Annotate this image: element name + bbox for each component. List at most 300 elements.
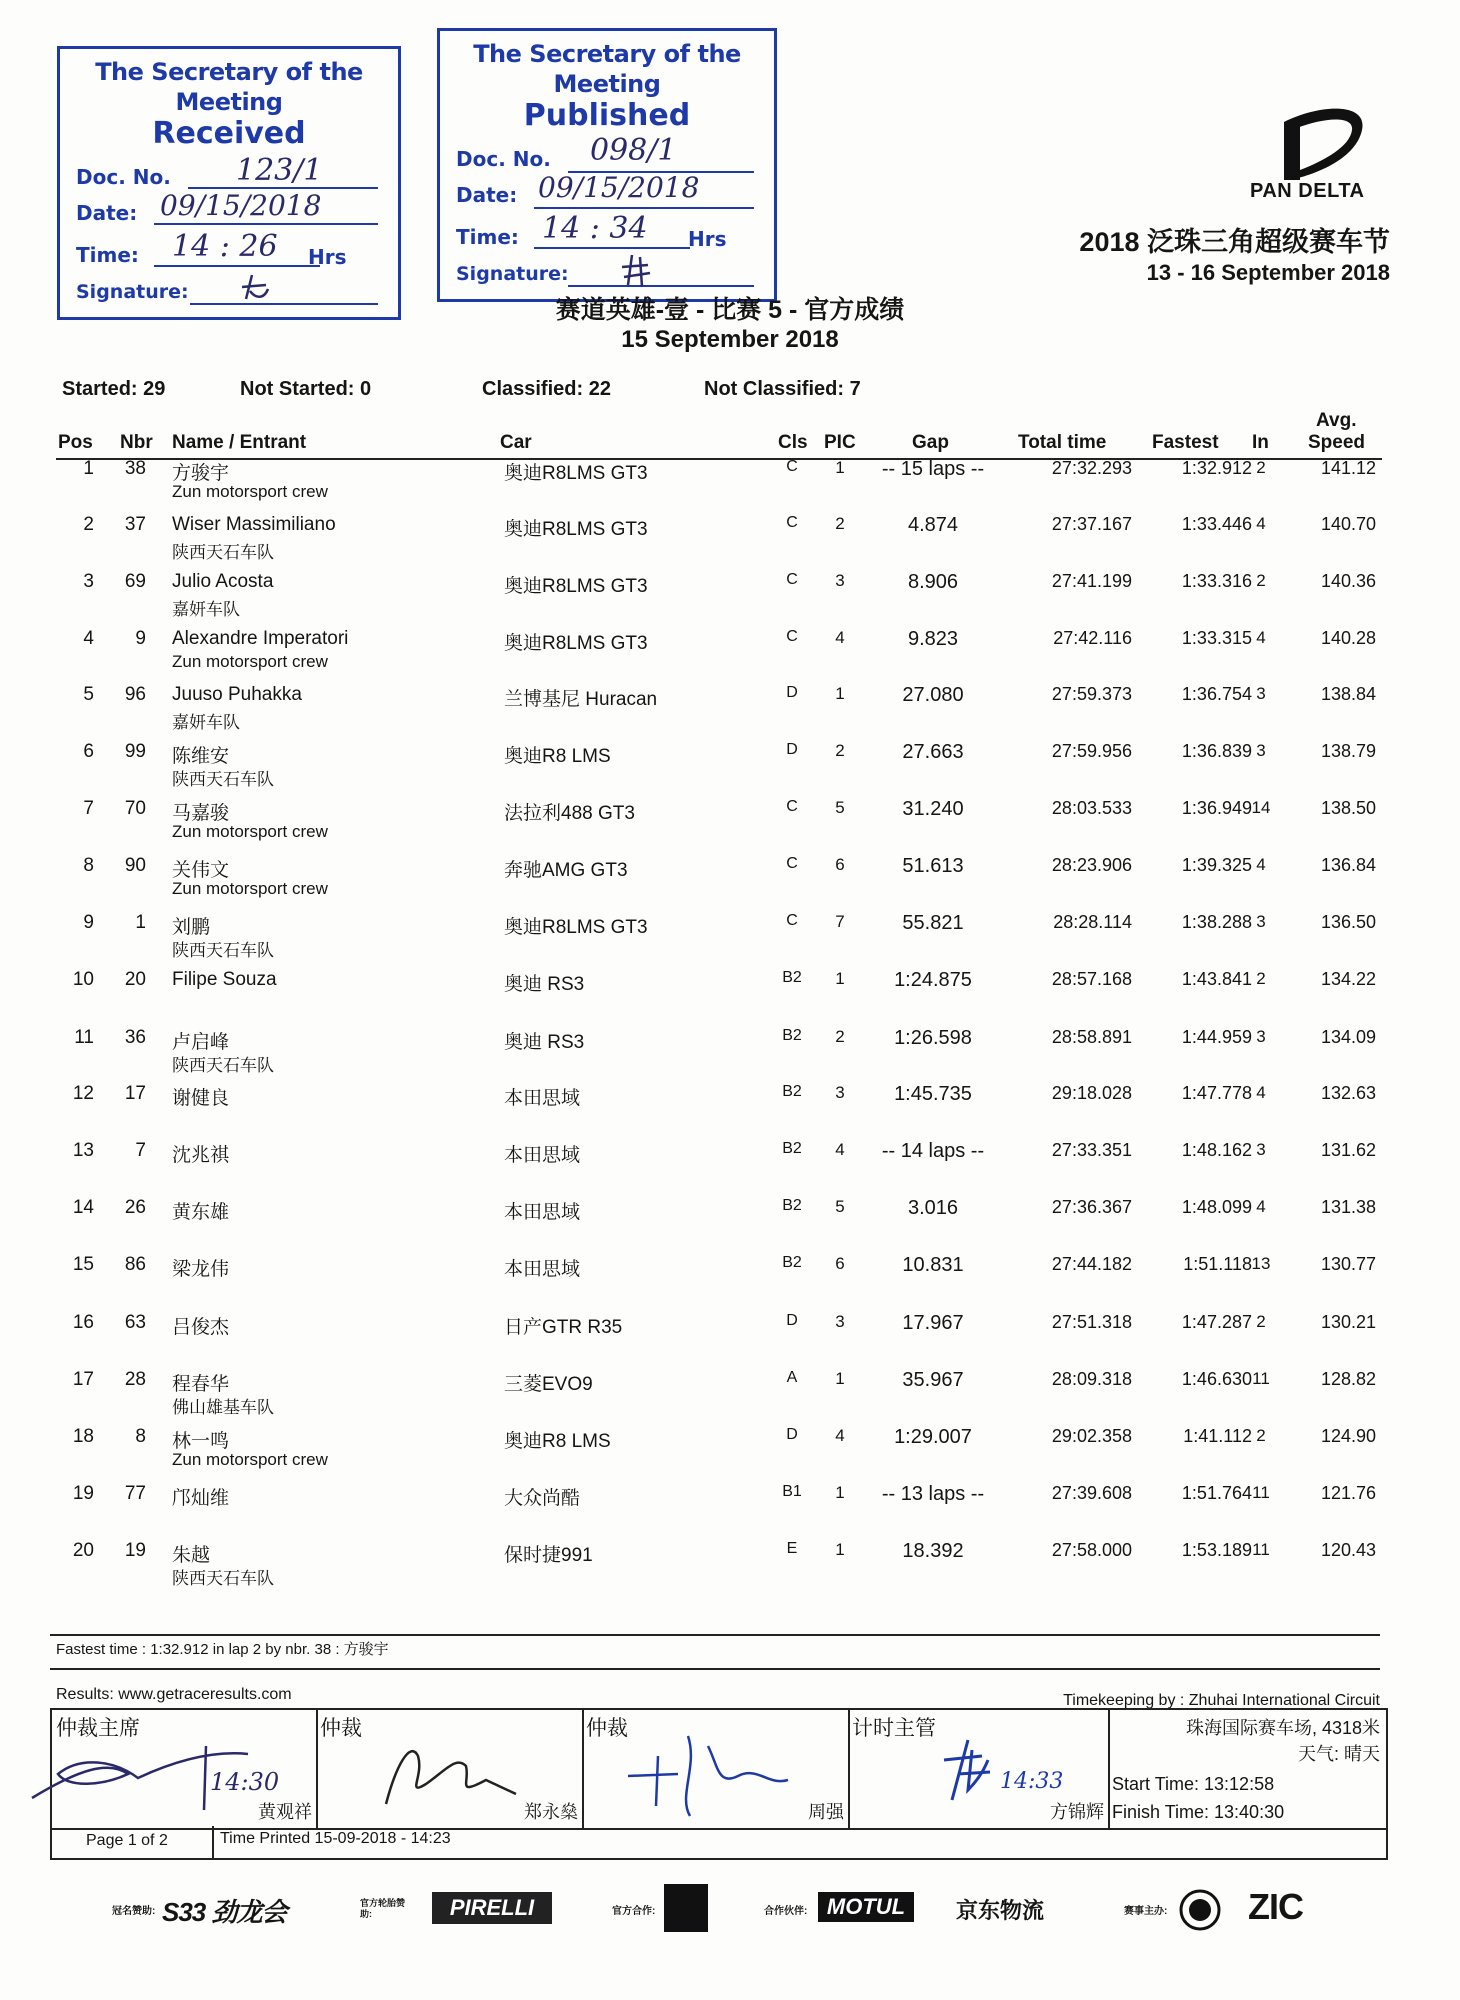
sponsor-label: 合作伙伴: — [764, 1906, 808, 1917]
result-nbr: 96 — [124, 684, 146, 705]
car-model: 大众尚酷 — [504, 1488, 581, 1509]
position-in-class: 2 — [835, 741, 845, 760]
table-row — [0, 1197, 1460, 1254]
gap: 35.967 — [902, 1369, 964, 1391]
fastest-lap: 1:33.315 — [1181, 628, 1252, 648]
driver-name: 陈维安 — [172, 746, 230, 767]
weather: 天气: 晴天 — [1297, 1744, 1380, 1764]
time-label: Time: — [456, 225, 519, 249]
doc-no-value: 123/1 — [236, 153, 323, 188]
gap: 27.080 — [902, 684, 964, 706]
official-title: 仲裁主席 — [56, 1717, 140, 1740]
total-time: 27:33.351 — [1051, 1140, 1132, 1160]
car-model: 奔驰AMG GT3 — [504, 860, 628, 881]
result-pos: 15 — [72, 1254, 94, 1275]
official-title: 计时主管 — [852, 1717, 936, 1740]
result-nbr: 63 — [124, 1312, 146, 1333]
table-row — [0, 1254, 1460, 1311]
table-row — [0, 628, 1460, 685]
driver-name: 卢启峰 — [172, 1032, 230, 1053]
avg-speed: 128.82 — [1320, 1369, 1376, 1389]
doc-no-label: Doc. No. — [76, 165, 171, 189]
gap: 55.821 — [902, 912, 964, 934]
avg-speed: 131.38 — [1320, 1197, 1376, 1217]
class-code: C — [786, 628, 798, 645]
total-time: 27:37.167 — [1051, 514, 1132, 534]
result-nbr: 99 — [124, 741, 146, 762]
avg-speed: 130.77 — [1320, 1254, 1376, 1274]
result-pos: 19 — [72, 1483, 94, 1504]
col-pic: PIC — [824, 432, 856, 453]
total-time: 28:57.168 — [1051, 969, 1132, 989]
class-code: C — [786, 571, 798, 588]
total-time: 27:44.182 — [1051, 1254, 1132, 1274]
race-title: 赛道英雄-壹 - 比赛 5 - 官方成绩 — [555, 296, 905, 324]
table-row — [0, 969, 1460, 1026]
avg-speed: 141.12 — [1320, 458, 1376, 478]
fastest-lap: 1:41.112 — [1183, 1426, 1252, 1446]
doc-no-value: 098/1 — [590, 133, 677, 168]
official-name: 黄观祥 — [258, 1802, 312, 1822]
class-code: D — [786, 684, 798, 701]
fastest-lap-number: 2 — [1256, 1312, 1266, 1331]
driver-name: 林一鸣 — [172, 1431, 230, 1452]
gap: 1:24.875 — [894, 969, 972, 991]
fastest-lap: 1:43.841 — [1181, 969, 1252, 989]
table-row — [0, 798, 1460, 855]
sponsor-label: 冠名赞助: — [112, 1906, 156, 1917]
result-pos: 8 — [83, 855, 94, 876]
car-model: 本田思域 — [504, 1202, 581, 1223]
total-time: 27:42.116 — [1053, 628, 1132, 648]
table-row — [0, 1083, 1460, 1140]
entrant-team: 陕西天石车队 — [172, 941, 274, 960]
result-nbr: 8 — [135, 1426, 146, 1447]
sponsor-label: 官方轮胎赞助: — [360, 1898, 406, 1919]
fastest-lap-number: 3 — [1256, 684, 1266, 703]
position-in-class: 3 — [835, 1083, 845, 1102]
entrant-team: Zun motorsport crew — [172, 879, 328, 898]
result-nbr: 77 — [124, 1483, 146, 1504]
official-2-signature — [366, 1726, 546, 1816]
gap: 1:45.735 — [894, 1083, 972, 1105]
fastest-lap-number: 2 — [1256, 571, 1266, 590]
fastest-lap-number: 4 — [1256, 1197, 1266, 1216]
position-in-class: 1 — [835, 1540, 845, 1559]
car-model: 奥迪R8LMS GT3 — [504, 917, 648, 938]
position-in-class: 1 — [835, 458, 845, 477]
fastest-lap: 1:48.162 — [1181, 1140, 1252, 1160]
col-in: In — [1252, 432, 1269, 453]
total-time: 27:39.608 — [1051, 1483, 1132, 1503]
fastest-lap: 1:46.630 — [1181, 1369, 1252, 1389]
gap: -- 13 laps -- — [881, 1483, 985, 1505]
fastest-lap: 1:36.839 — [1181, 741, 1252, 761]
total-time: 28:03.533 — [1051, 798, 1132, 818]
total-time: 29:02.358 — [1051, 1426, 1132, 1446]
time-label: Time: — [76, 243, 139, 267]
car-model: 奥迪R8LMS GT3 — [504, 519, 648, 540]
result-pos: 4 — [83, 628, 94, 649]
table-row — [0, 684, 1460, 741]
circuit-emblem-icon — [1178, 1888, 1222, 1932]
total-time: 27:51.318 — [1051, 1312, 1132, 1332]
official-cell-2 — [316, 1710, 584, 1828]
official-cell-1 — [52, 1710, 318, 1828]
result-pos: 20 — [72, 1540, 94, 1561]
table-row — [0, 514, 1460, 571]
car-model: 三菱EVO9 — [504, 1374, 593, 1395]
result-nbr: 37 — [124, 514, 146, 535]
class-code: B2 — [782, 1254, 802, 1271]
position-in-class: 6 — [835, 855, 845, 874]
entrant-team: Zun motorsport crew — [172, 1450, 328, 1469]
col-gap: Gap — [912, 432, 949, 453]
result-nbr: 9 — [135, 628, 146, 649]
result-nbr: 17 — [124, 1083, 146, 1104]
page-number: Page 1 of 2 — [86, 1832, 168, 1849]
driver-name: 沈兆祺 — [172, 1145, 230, 1166]
position-in-class: 4 — [835, 628, 845, 647]
car-model: 奥迪 RS3 — [504, 974, 585, 995]
class-code: D — [786, 1426, 798, 1443]
started-count: Started: 29 — [62, 378, 166, 400]
stamp-status: Published — [523, 98, 691, 133]
position-in-class: 6 — [835, 1254, 845, 1273]
avg-speed: 132.63 — [1320, 1083, 1376, 1103]
car-model: 奥迪R8LMS GT3 — [504, 576, 648, 597]
driver-name: 谢健良 — [172, 1088, 230, 1109]
entrant-team: 陕西天石车队 — [172, 1056, 274, 1075]
total-time: 27:59.956 — [1051, 741, 1132, 761]
position-in-class: 1 — [835, 1369, 845, 1388]
gap: 4.874 — [907, 514, 959, 536]
avg-speed: 140.28 — [1320, 628, 1376, 648]
results-url: Results: www.getraceresults.com — [56, 1686, 292, 1703]
sponsor-s33-logo: S33 劲龙会 — [162, 1897, 287, 1927]
avg-speed: 136.50 — [1320, 912, 1376, 932]
driver-name: Alexandre Imperatori — [172, 628, 349, 649]
car-model: 本田思域 — [504, 1088, 581, 1109]
class-code: C — [786, 798, 798, 815]
position-in-class: 3 — [835, 1312, 845, 1331]
class-code: A — [786, 1369, 798, 1386]
table-row — [0, 1540, 1460, 1597]
result-nbr: 26 — [124, 1197, 146, 1218]
fastest-lap-number: 14 — [1251, 798, 1271, 817]
entrant-team: Zun motorsport crew — [172, 822, 328, 841]
class-code: C — [786, 514, 798, 531]
event-title: 2018 泛珠三角超级赛车节 — [1079, 227, 1390, 257]
table-row — [0, 741, 1460, 798]
date-value: 09/15/2018 — [160, 189, 322, 222]
total-time: 27:32.293 — [1051, 458, 1132, 478]
signature-label: Signature: — [76, 281, 189, 303]
col-cls: Cls — [778, 432, 808, 453]
fastest-lap: 1:53.189 — [1181, 1540, 1252, 1560]
result-nbr: 7 — [135, 1140, 146, 1161]
position-in-class: 2 — [835, 1027, 845, 1046]
result-pos: 9 — [83, 912, 94, 933]
car-model: 奥迪R8 LMS — [504, 1431, 611, 1452]
col-speed: Speed — [1308, 432, 1366, 453]
hrs-label: Hrs — [308, 245, 347, 269]
position-in-class: 1 — [835, 969, 845, 988]
fastest-lap-number: 11 — [1252, 1369, 1270, 1388]
not-started-count: Not Started: 0 — [240, 378, 372, 400]
avg-speed: 136.84 — [1320, 855, 1376, 875]
time-value: 14 : 34 — [542, 211, 648, 246]
avg-speed: 124.90 — [1320, 1426, 1376, 1446]
sponsor-pirelli-logo: PIRELLI — [432, 1892, 552, 1924]
driver-name: 黄东雄 — [172, 1202, 230, 1223]
col-name: Name / Entrant — [172, 432, 307, 453]
fastest-lap: 1:36.949 — [1181, 798, 1252, 818]
entrant-team: 嘉妍车队 — [172, 600, 240, 619]
total-time: 27:58.000 — [1051, 1540, 1132, 1560]
time-printed: Time Printed 15-09-2018 - 14:23 — [220, 1830, 451, 1847]
driver-name: 马嘉骏 — [172, 803, 230, 824]
official-4-signed-time: 14:33 — [1000, 1769, 1064, 1794]
result-nbr: 28 — [124, 1369, 146, 1390]
fastest-lap: 1:44.959 — [1181, 1027, 1252, 1047]
class-code: C — [786, 855, 798, 872]
entrant-team: Zun motorsport crew — [172, 482, 328, 501]
avg-speed: 131.62 — [1320, 1140, 1376, 1160]
official-title: 仲裁 — [320, 1717, 362, 1740]
result-pos: 10 — [72, 969, 94, 990]
col-avg: Avg. — [1316, 410, 1357, 431]
date-value: 09/15/2018 — [538, 171, 700, 204]
fastest-lap: 1:51.118 — [1183, 1254, 1252, 1274]
fastest-lap-number: 11 — [1252, 1540, 1270, 1559]
total-time: 28:23.906 — [1051, 855, 1132, 875]
total-time: 28:09.318 — [1051, 1369, 1132, 1389]
position-in-class: 4 — [835, 1140, 845, 1159]
entrant-team: Zun motorsport crew — [172, 652, 328, 671]
fastest-lap-number: 13 — [1251, 1254, 1271, 1273]
fastest-lap: 1:38.288 — [1181, 912, 1252, 932]
total-time: 28:58.891 — [1051, 1027, 1132, 1047]
result-pos: 16 — [72, 1312, 94, 1333]
class-code: B2 — [782, 1197, 802, 1214]
date-label: Date: — [76, 201, 138, 225]
zic-logo: ZIC — [1248, 1886, 1303, 1927]
sponsor-motul-logo: MOTUL — [818, 1892, 914, 1922]
col-fastest: Fastest — [1152, 432, 1219, 453]
not-classified-count: Not Classified: 7 — [704, 378, 861, 400]
table-row — [0, 1426, 1460, 1483]
col-total-time: Total time — [1018, 432, 1107, 453]
driver-name: Filipe Souza — [172, 969, 277, 990]
result-pos: 2 — [83, 514, 94, 535]
driver-name: 邝灿维 — [172, 1488, 230, 1509]
entrant-team: 陕西天石车队 — [172, 543, 274, 562]
car-model: 奥迪R8 LMS — [504, 746, 611, 767]
footer-bar — [50, 1826, 1388, 1860]
official-name: 方锦辉 — [1050, 1802, 1104, 1822]
car-model: 法拉利488 GT3 — [504, 803, 635, 824]
avg-speed: 134.09 — [1320, 1027, 1376, 1047]
gap: -- 15 laps -- — [881, 458, 985, 480]
total-time: 27:36.367 — [1051, 1197, 1132, 1217]
signature-label: Signature: — [456, 263, 569, 285]
fastest-lap-number: 4 — [1256, 628, 1266, 647]
table-row — [0, 1483, 1460, 1540]
fastest-lap-number: 2 — [1256, 458, 1266, 477]
sponsor-label: 赛事主办: — [1124, 1906, 1168, 1917]
gap: 27.663 — [902, 741, 964, 763]
car-model: 本田思域 — [504, 1145, 581, 1166]
result-pos: 1 — [83, 458, 94, 479]
driver-name: 梁龙伟 — [172, 1259, 230, 1280]
car-model: 奥迪 RS3 — [504, 1032, 585, 1053]
circuit-info — [1108, 1710, 1386, 1828]
total-time: 28:28.114 — [1053, 912, 1132, 932]
gap: 3.016 — [907, 1197, 959, 1219]
result-pos: 13 — [72, 1140, 94, 1161]
circuit-name: 珠海国际赛车场, 4318米 — [1185, 1718, 1380, 1738]
entrant-team: 嘉妍车队 — [172, 713, 240, 732]
official-cell-3 — [582, 1710, 850, 1828]
sponsor-label: 官方合作: — [612, 1906, 656, 1917]
entrant-team: 陕西天石车队 — [172, 1569, 274, 1588]
class-code: B2 — [782, 1027, 802, 1044]
fastest-lap: 1:33.316 — [1181, 571, 1252, 591]
position-in-class: 3 — [835, 571, 845, 590]
official-name: 郑永燊 — [524, 1802, 578, 1822]
driver-name: Juuso Puhakka — [172, 684, 302, 705]
table-row — [0, 571, 1460, 628]
driver-name: 吕俊杰 — [172, 1317, 230, 1338]
position-in-class: 1 — [835, 1483, 845, 1502]
class-code: C — [786, 458, 798, 475]
fastest-lap-number: 2 — [1256, 1426, 1266, 1445]
fastest-lap-number: 3 — [1256, 1027, 1266, 1046]
result-nbr: 70 — [124, 798, 146, 819]
table-row — [0, 1369, 1460, 1426]
fastest-time-note: Fastest time : 1:32.912 in lap 2 by nbr. 38 : 方骏宇 — [56, 1641, 389, 1658]
position-in-class: 1 — [835, 684, 845, 703]
gap: 1:26.598 — [894, 1027, 972, 1049]
timekeeping-credit: Timekeeping by : Zhuhai International Circuit — [1063, 1692, 1380, 1709]
table-row — [0, 458, 1460, 515]
avg-speed: 140.70 — [1320, 514, 1376, 534]
result-nbr: 20 — [124, 969, 146, 990]
position-in-class: 4 — [835, 1426, 845, 1445]
event-dates: 13 - 16 September 2018 — [1146, 260, 1390, 285]
avg-speed: 138.79 — [1320, 741, 1376, 761]
avg-speed: 130.21 — [1320, 1312, 1376, 1332]
fastest-lap-number: 3 — [1256, 1140, 1266, 1159]
fastest-lap: 1:33.446 — [1181, 514, 1252, 534]
fastest-lap: 1:36.754 — [1181, 684, 1252, 704]
result-nbr: 1 — [135, 912, 146, 933]
avg-speed: 140.36 — [1320, 571, 1376, 591]
result-pos: 7 — [83, 798, 94, 819]
fastest-lap-number: 4 — [1256, 855, 1266, 874]
entrant-team: 陕西天石车队 — [172, 770, 274, 789]
date-label: Date: — [456, 183, 518, 207]
stamp-status: Received — [152, 116, 306, 151]
driver-name: 程春华 — [172, 1374, 230, 1395]
result-nbr: 36 — [124, 1027, 146, 1048]
total-time: 27:59.373 — [1051, 684, 1132, 704]
stamp-heading: The Secretary of the Meeting — [473, 40, 741, 98]
hrs-label: Hrs — [688, 227, 727, 251]
fastest-lap: 1:51.764 — [1181, 1483, 1252, 1503]
official-cell-4 — [848, 1710, 1110, 1828]
fastest-lap-number: 11 — [1252, 1483, 1270, 1502]
result-nbr: 19 — [124, 1540, 146, 1561]
car-model: 本田思域 — [504, 1259, 581, 1280]
result-pos: 18 — [72, 1426, 94, 1447]
class-code: D — [786, 1312, 798, 1329]
driver-name: 关伟文 — [172, 860, 230, 881]
result-pos: 6 — [83, 741, 94, 762]
section-rule — [50, 1668, 1380, 1670]
class-code: C — [786, 912, 798, 929]
car-model: 兰博基尼 Huracan — [504, 689, 658, 710]
table-row — [0, 855, 1460, 912]
gap: 17.967 — [902, 1312, 964, 1334]
gap: 51.613 — [902, 855, 964, 877]
race-date: 15 September 2018 — [621, 326, 839, 353]
class-code: B2 — [782, 969, 802, 986]
position-in-class: 5 — [835, 1197, 845, 1216]
class-code: D — [786, 741, 798, 758]
avg-speed: 134.22 — [1320, 969, 1376, 989]
fastest-lap-number: 4 — [1256, 1083, 1266, 1102]
finish-time: Finish Time: 13:40:30 — [1112, 1802, 1285, 1822]
car-model: 奥迪R8LMS GT3 — [504, 633, 648, 654]
official-3-signature — [618, 1716, 818, 1826]
avg-speed: 121.76 — [1320, 1483, 1376, 1503]
class-code: B2 — [782, 1140, 802, 1157]
received-stamp — [57, 46, 401, 320]
result-pos: 14 — [72, 1197, 94, 1218]
result-nbr: 90 — [124, 855, 146, 876]
doc-no-label: Doc. No. — [456, 147, 551, 171]
published-stamp — [437, 28, 777, 302]
class-code: B2 — [782, 1083, 802, 1100]
driver-name: Wiser Massimiliano — [172, 514, 336, 535]
col-pos: Pos — [58, 432, 93, 453]
published-initials-signature — [618, 251, 658, 291]
sponsor-bar — [0, 1882, 1460, 1942]
classified-count: Classified: 22 — [482, 378, 611, 400]
pan-delta-logo-icon — [1270, 94, 1380, 184]
officials-table — [50, 1708, 1388, 1830]
class-code: B1 — [782, 1483, 802, 1500]
official-1-signed-time: 14:30 — [210, 1768, 280, 1796]
table-row — [0, 912, 1460, 969]
result-pos: 17 — [72, 1369, 94, 1390]
official-title: 仲裁 — [586, 1717, 628, 1740]
avg-speed: 120.43 — [1320, 1540, 1376, 1560]
start-time: Start Time: 13:12:58 — [1112, 1774, 1275, 1794]
total-time: 27:41.199 — [1051, 571, 1132, 591]
fastest-lap-number: 4 — [1256, 514, 1266, 533]
gap: 8.906 — [907, 571, 959, 593]
gap: -- 14 laps -- — [881, 1140, 985, 1162]
position-in-class: 2 — [835, 514, 845, 533]
avg-speed: 138.84 — [1320, 684, 1376, 704]
result-pos: 5 — [83, 684, 94, 705]
total-time: 29:18.028 — [1051, 1083, 1132, 1103]
fastest-lap: 1:48.099 — [1181, 1197, 1252, 1217]
driver-name: 刘鹏 — [172, 917, 211, 938]
